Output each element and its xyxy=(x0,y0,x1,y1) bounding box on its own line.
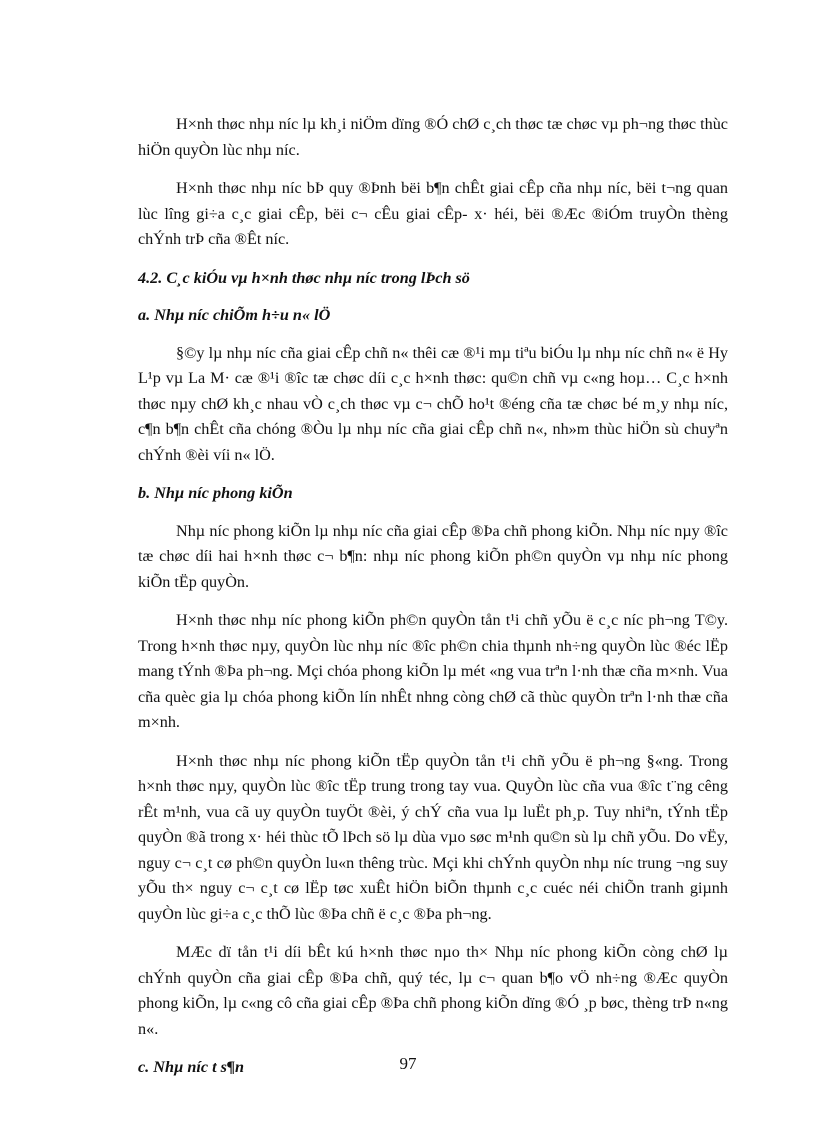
paragraph: MÆc dï tån t¹i díi bÊt kú h×nh thøc nµo th× Nhµ níc phong kiÕn còng chØ lµ chÝnh quyÒn cña giai cÊp ®Þa chñ, quý téc, lµ c¬ quan b¶o vÖ nh÷ng ®Æc quyÒn phong kiÕn, lµ c«ng cô cña giai cÊp ®Þa chñ phong kiÕn dïng ®Ó ¸p bøc, thèng trÞ n«ng n«. xyxy=(138,943,728,1038)
paragraph: H×nh thøc nhµ níc phong kiÕn ph©n quyÒn tån t¹i chñ yÕu ë c¸c níc ph¬ng T©y. Trong h×nh thøc nµy, quyÒn lùc nhµ níc ®îc ph©n chia thµnh nh÷ng quyÒn lùc ®éc lËp mang tÝnh ®Þa ph¬ng. Mçi chóa phong kiÕn lµ mét «ng vua trªn l·nh thæ cña m×nh. Vua cña quèc gia lµ chóa phong kiÕn lín nhÊt nhng còng chØ cã thùc quyÒn trªn l·nh thæ cña m×nh. xyxy=(138,611,728,731)
paragraph: §©y lµ nhµ níc cña giai cÊp chñ n« thêi cæ ®¹i mµ tiªu biÓu lµ nhµ níc chñ n« ë Hy L¹p vµ La M· cæ ®¹i ®îc tæ chøc díi c¸c h×nh thøc: qu©n chñ vµ c«ng hoµ… C¸c h×nh thøc nµy chØ kh¸c nhau vÒ c¸ch thøc vµ c¬ chÕ ho¹t ®éng cña tæ chøc bé m¸y nhµ níc, c¶n b¶n chÊt cña chóng ®Òu lµ nhµ níc cña giai cÊp chñ n«, nh»m thùc hiÖn sù chuyªn chÝnh ®èi víi n« lÖ. xyxy=(138,343,728,464)
paragraph: Nhµ níc phong kiÕn lµ nhµ níc cña giai cÊp ®Þa chñ phong kiÕn. Nhµ níc nµy ®îc tæ chøc díi hai h×nh thøc c¬ b¶n: nhµ níc phong kiÕn ph©n quyÒn vµ nhµ níc phong kiÕn tËp quyÒn. xyxy=(138,521,728,591)
paragraph: H×nh thøc nhµ níc lµ kh¸i niÖm dïng ®Ó chØ c¸ch thøc tæ chøc vµ ph¬ng thøc thùc hiÖn quyÒn lùc nhµ níc. xyxy=(138,115,728,159)
section-heading: 4.2. C¸c kiÓu vµ h×nh thøc nhµ níc trong lÞch sö xyxy=(138,268,470,287)
subsection-heading: b. Nhµ níc phong kiÕn xyxy=(138,484,293,502)
page-body xyxy=(138,112,728,1093)
paragraph: H×nh thøc nhµ níc phong kiÕn tËp quyÒn tån t¹i chñ yÕu ë ph¬ng §«ng. Trong h×nh thøc nµy, quyÒn lùc ®îc tËp trung trong tay vua. QuyÒn lùc cña vua ®îc t¨ng cêng rÊt m¹nh, vua cã uy quyÒn tuyÖt ®èi, ý chÝ cña vua lµ luËt ph¸p. Tuy nhiªn, tÝnh tËp quyÒn ®ã trong x· héi thùc tÕ lÞch sö lµ dùa vµo søc m¹nh qu©n sù lµ chñ yÕu. Do vËy, nguy c¬ c¸t cø ph©n quyÒn lu«n thêng trùc. Mçi khi chÝnh quyÒn nhµ níc trung ¬ng suy yÕu th× nguy c¬ c¸t cø lËp tøc xuÊt hiÖn biÕn thµnh c¸c cuéc néi chiÕn tranh giµnh quyÒn lùc gi÷a c¸c thÕ lùc ®Þa chñ ë c¸c ®Þa ph¬ng. xyxy=(138,751,728,923)
subsection-heading: a. Nhµ níc chiÕm h÷u n« lÖ xyxy=(138,306,331,324)
subsection-heading: c. Nhµ níc t s¶n xyxy=(138,1058,245,1076)
paragraph: H×nh thøc nhµ níc bÞ quy ®Þnh bëi b¶n chÊt giai cÊp cña nhµ níc, bëi t¬ng quan lùc lîng gi÷a c¸c giai cÊp, bëi c¬ cÊu giai cÊp- x· héi, bëi ®Æc ®iÓm truyÒn thèng chÝnh trÞ cña ®Êt níc. xyxy=(138,179,728,248)
page-number: 97 xyxy=(399,1054,417,1073)
